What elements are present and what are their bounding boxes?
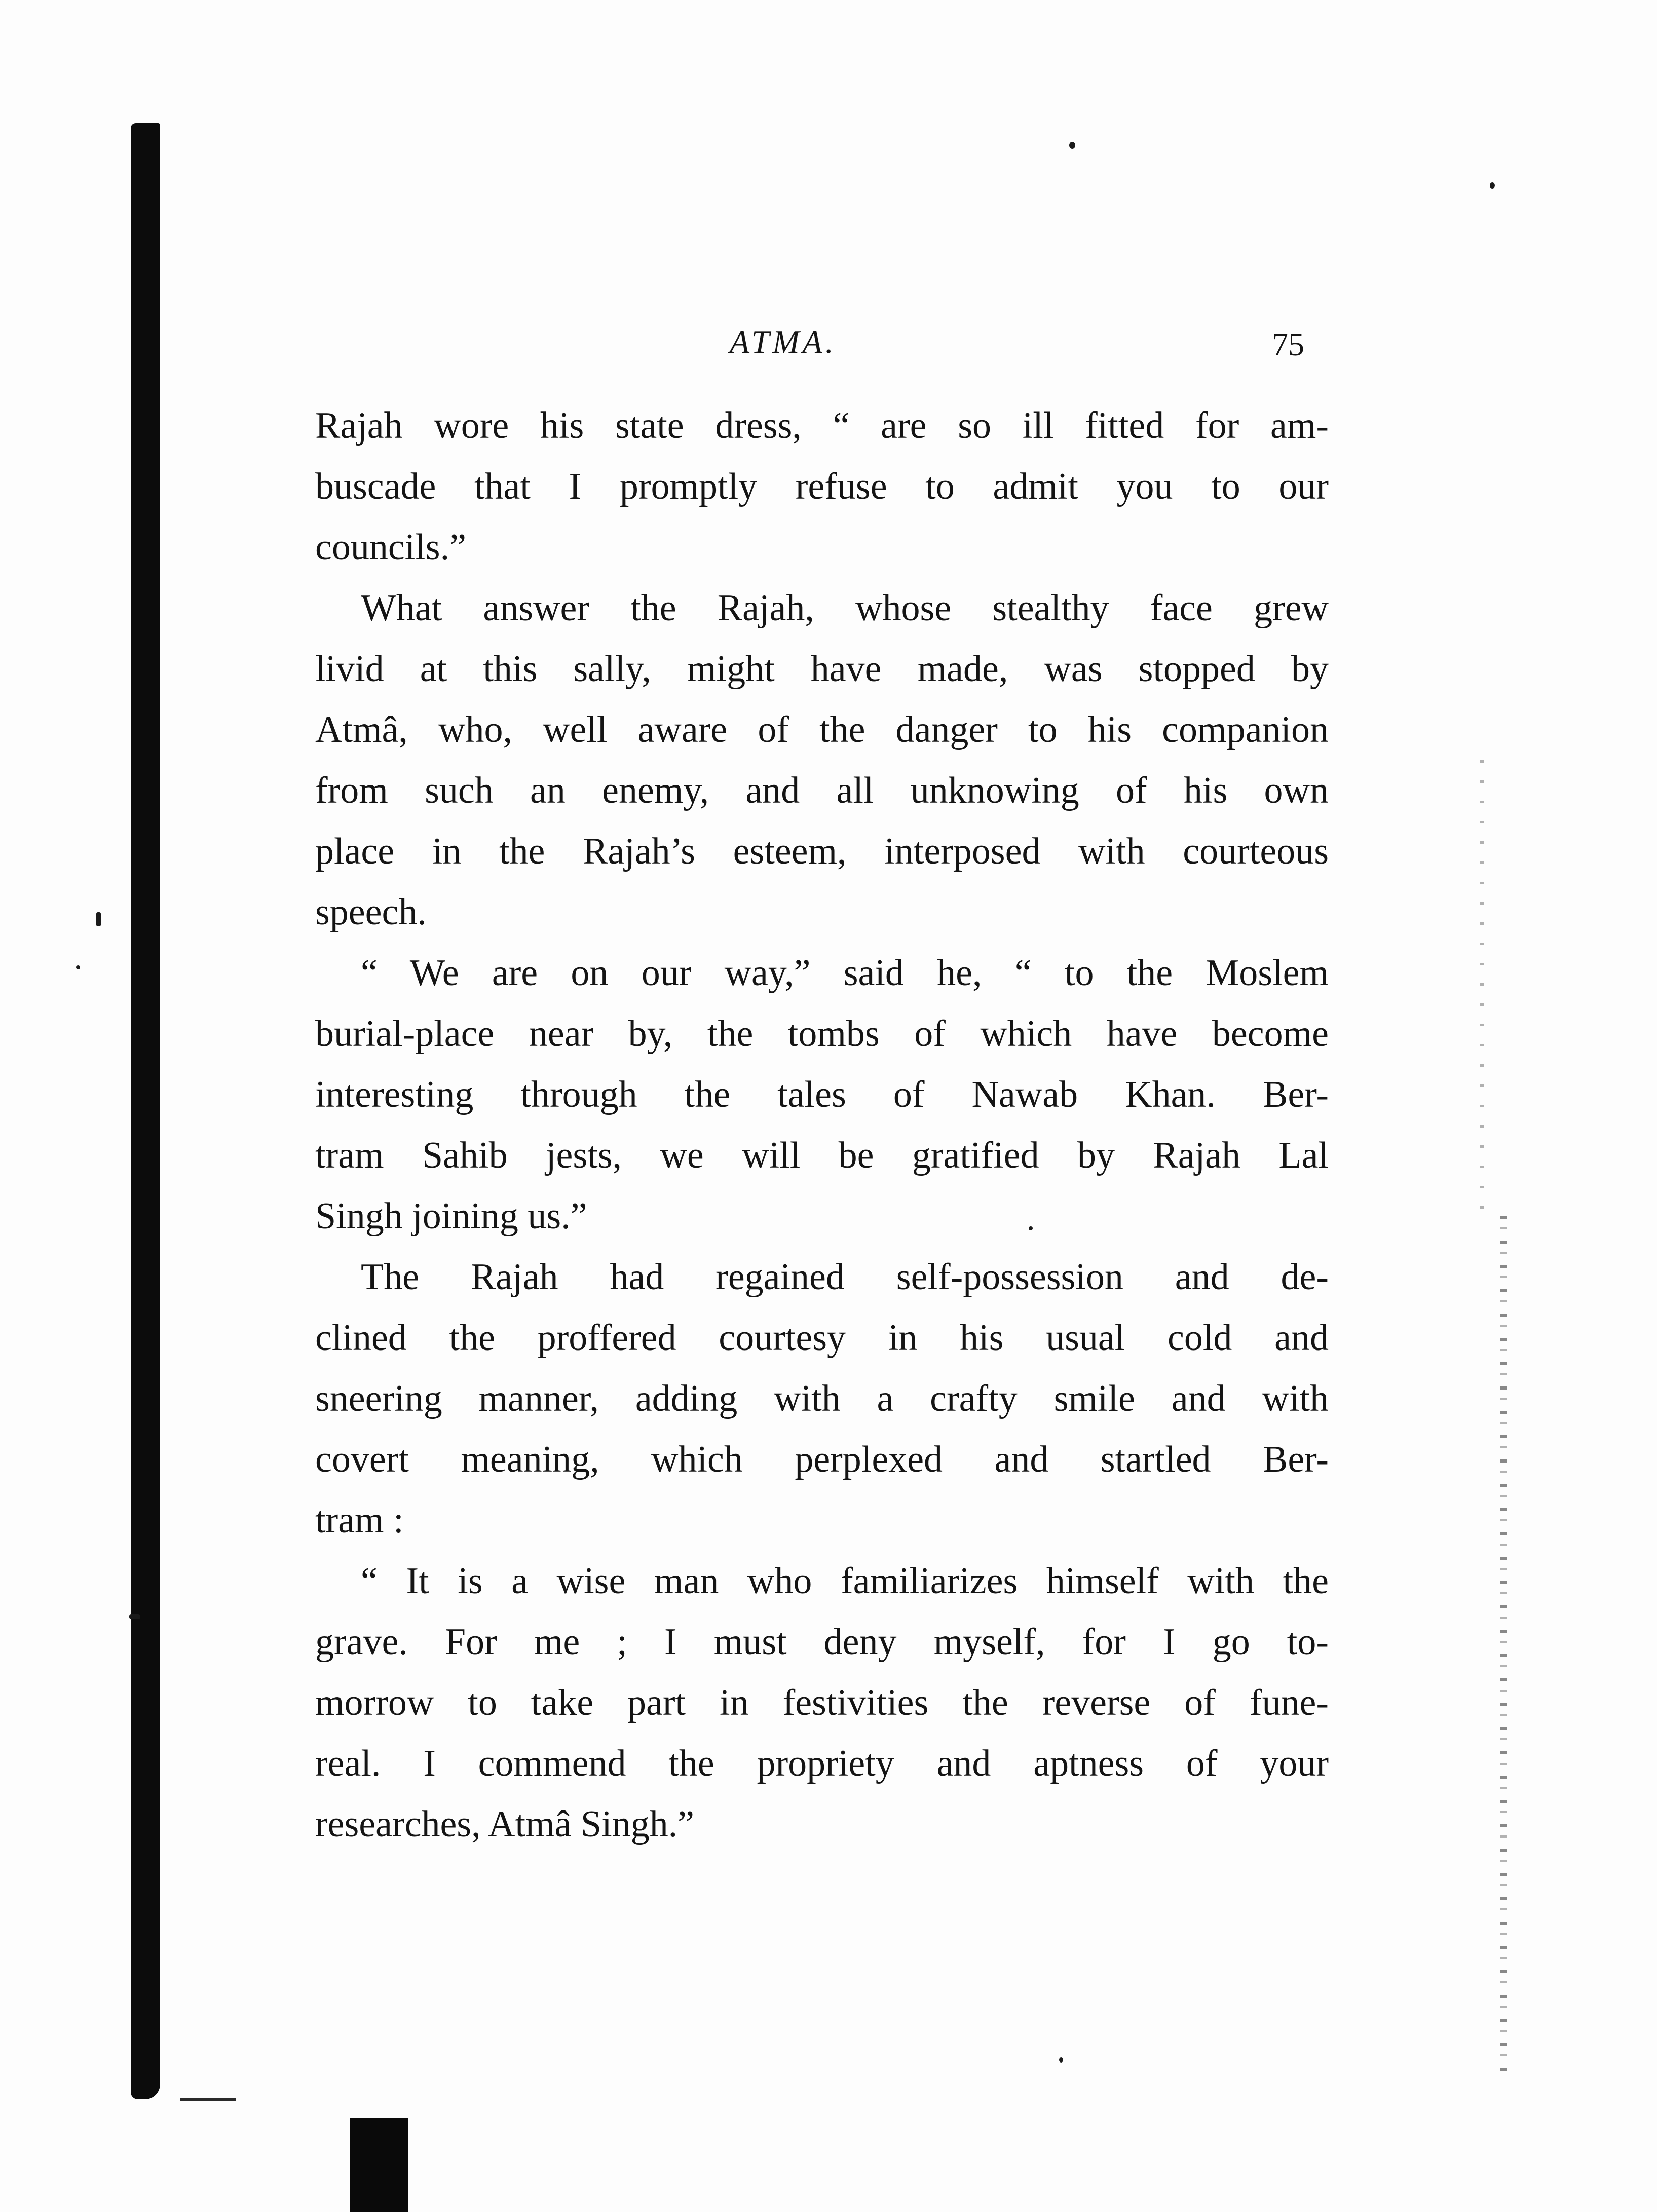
text-line: researches, Atmâ Singh.” [315, 1804, 694, 1845]
text-line: covert meaning, which perplexed and startled Ber- [315, 1439, 1329, 1480]
text-line: sneering manner, adding with a crafty smile and with [315, 1378, 1329, 1419]
text-line: morrow to take part in festivities the reverse of fune- [315, 1682, 1329, 1723]
text-line: “ It is a wise man who familiarizes himself with the [361, 1560, 1329, 1602]
text-line: Singh joining us.” [315, 1195, 587, 1237]
scan-speck [1059, 2057, 1063, 2063]
text-line: buscade that I promptly refuse to admit you to our [315, 466, 1329, 507]
page-number: 75 [1272, 326, 1304, 362]
scan-speck [1490, 182, 1495, 189]
text-line: councils.” [315, 527, 466, 568]
text-line: speech. [315, 891, 427, 933]
body-text [315, 395, 1329, 1855]
text-line: grave. For me ; I must deny myself, for I go to- [315, 1621, 1329, 1663]
text-line: Rajah wore his state dress, “ are so ill fitted for am- [315, 405, 1329, 446]
text-line: from such an enemy, and all unknowing of his own [315, 770, 1329, 811]
scan-edge-noise-upper [1480, 760, 1484, 1216]
scan-speck [76, 965, 80, 969]
text-line: real. I commend the propriety and aptness of your [315, 1743, 1329, 1784]
text-line: “ We are on our way,” said he, “ to the Moslem [361, 952, 1329, 994]
text-line: tram Sahib jests, we will be gratified by Rajah Lal [315, 1135, 1329, 1176]
text-line: place in the Rajah’s esteem, interposed with courteous [315, 831, 1329, 872]
text-line: burial-place near by, the tombs of which have become [315, 1013, 1329, 1055]
scan-speck [96, 912, 101, 926]
text-line: clined the proffered courtesy in his usual cold and [315, 1317, 1329, 1359]
text-line: interesting through the tales of Nawab Khan. Ber- [315, 1074, 1329, 1115]
scan-binding-foot [180, 2098, 236, 2101]
scan-edge-noise [1500, 1216, 1507, 2078]
scan-binding-shadow [131, 123, 160, 2099]
text-line: What answer the Rajah, whose stealthy face grew [361, 587, 1329, 629]
running-title: ATMA. [730, 324, 837, 360]
text-line: tram : [315, 1499, 404, 1541]
text-line: The Rajah had regained self-possession and de- [361, 1256, 1329, 1298]
text-line: livid at this sally, might have made, was stopped by [315, 648, 1329, 690]
scan-speck [129, 1614, 140, 1619]
scan-speck [1069, 142, 1075, 149]
scan-bottom-block [350, 2118, 408, 2212]
text-line: Atmâ, who, well aware of the danger to his companion [315, 709, 1329, 751]
